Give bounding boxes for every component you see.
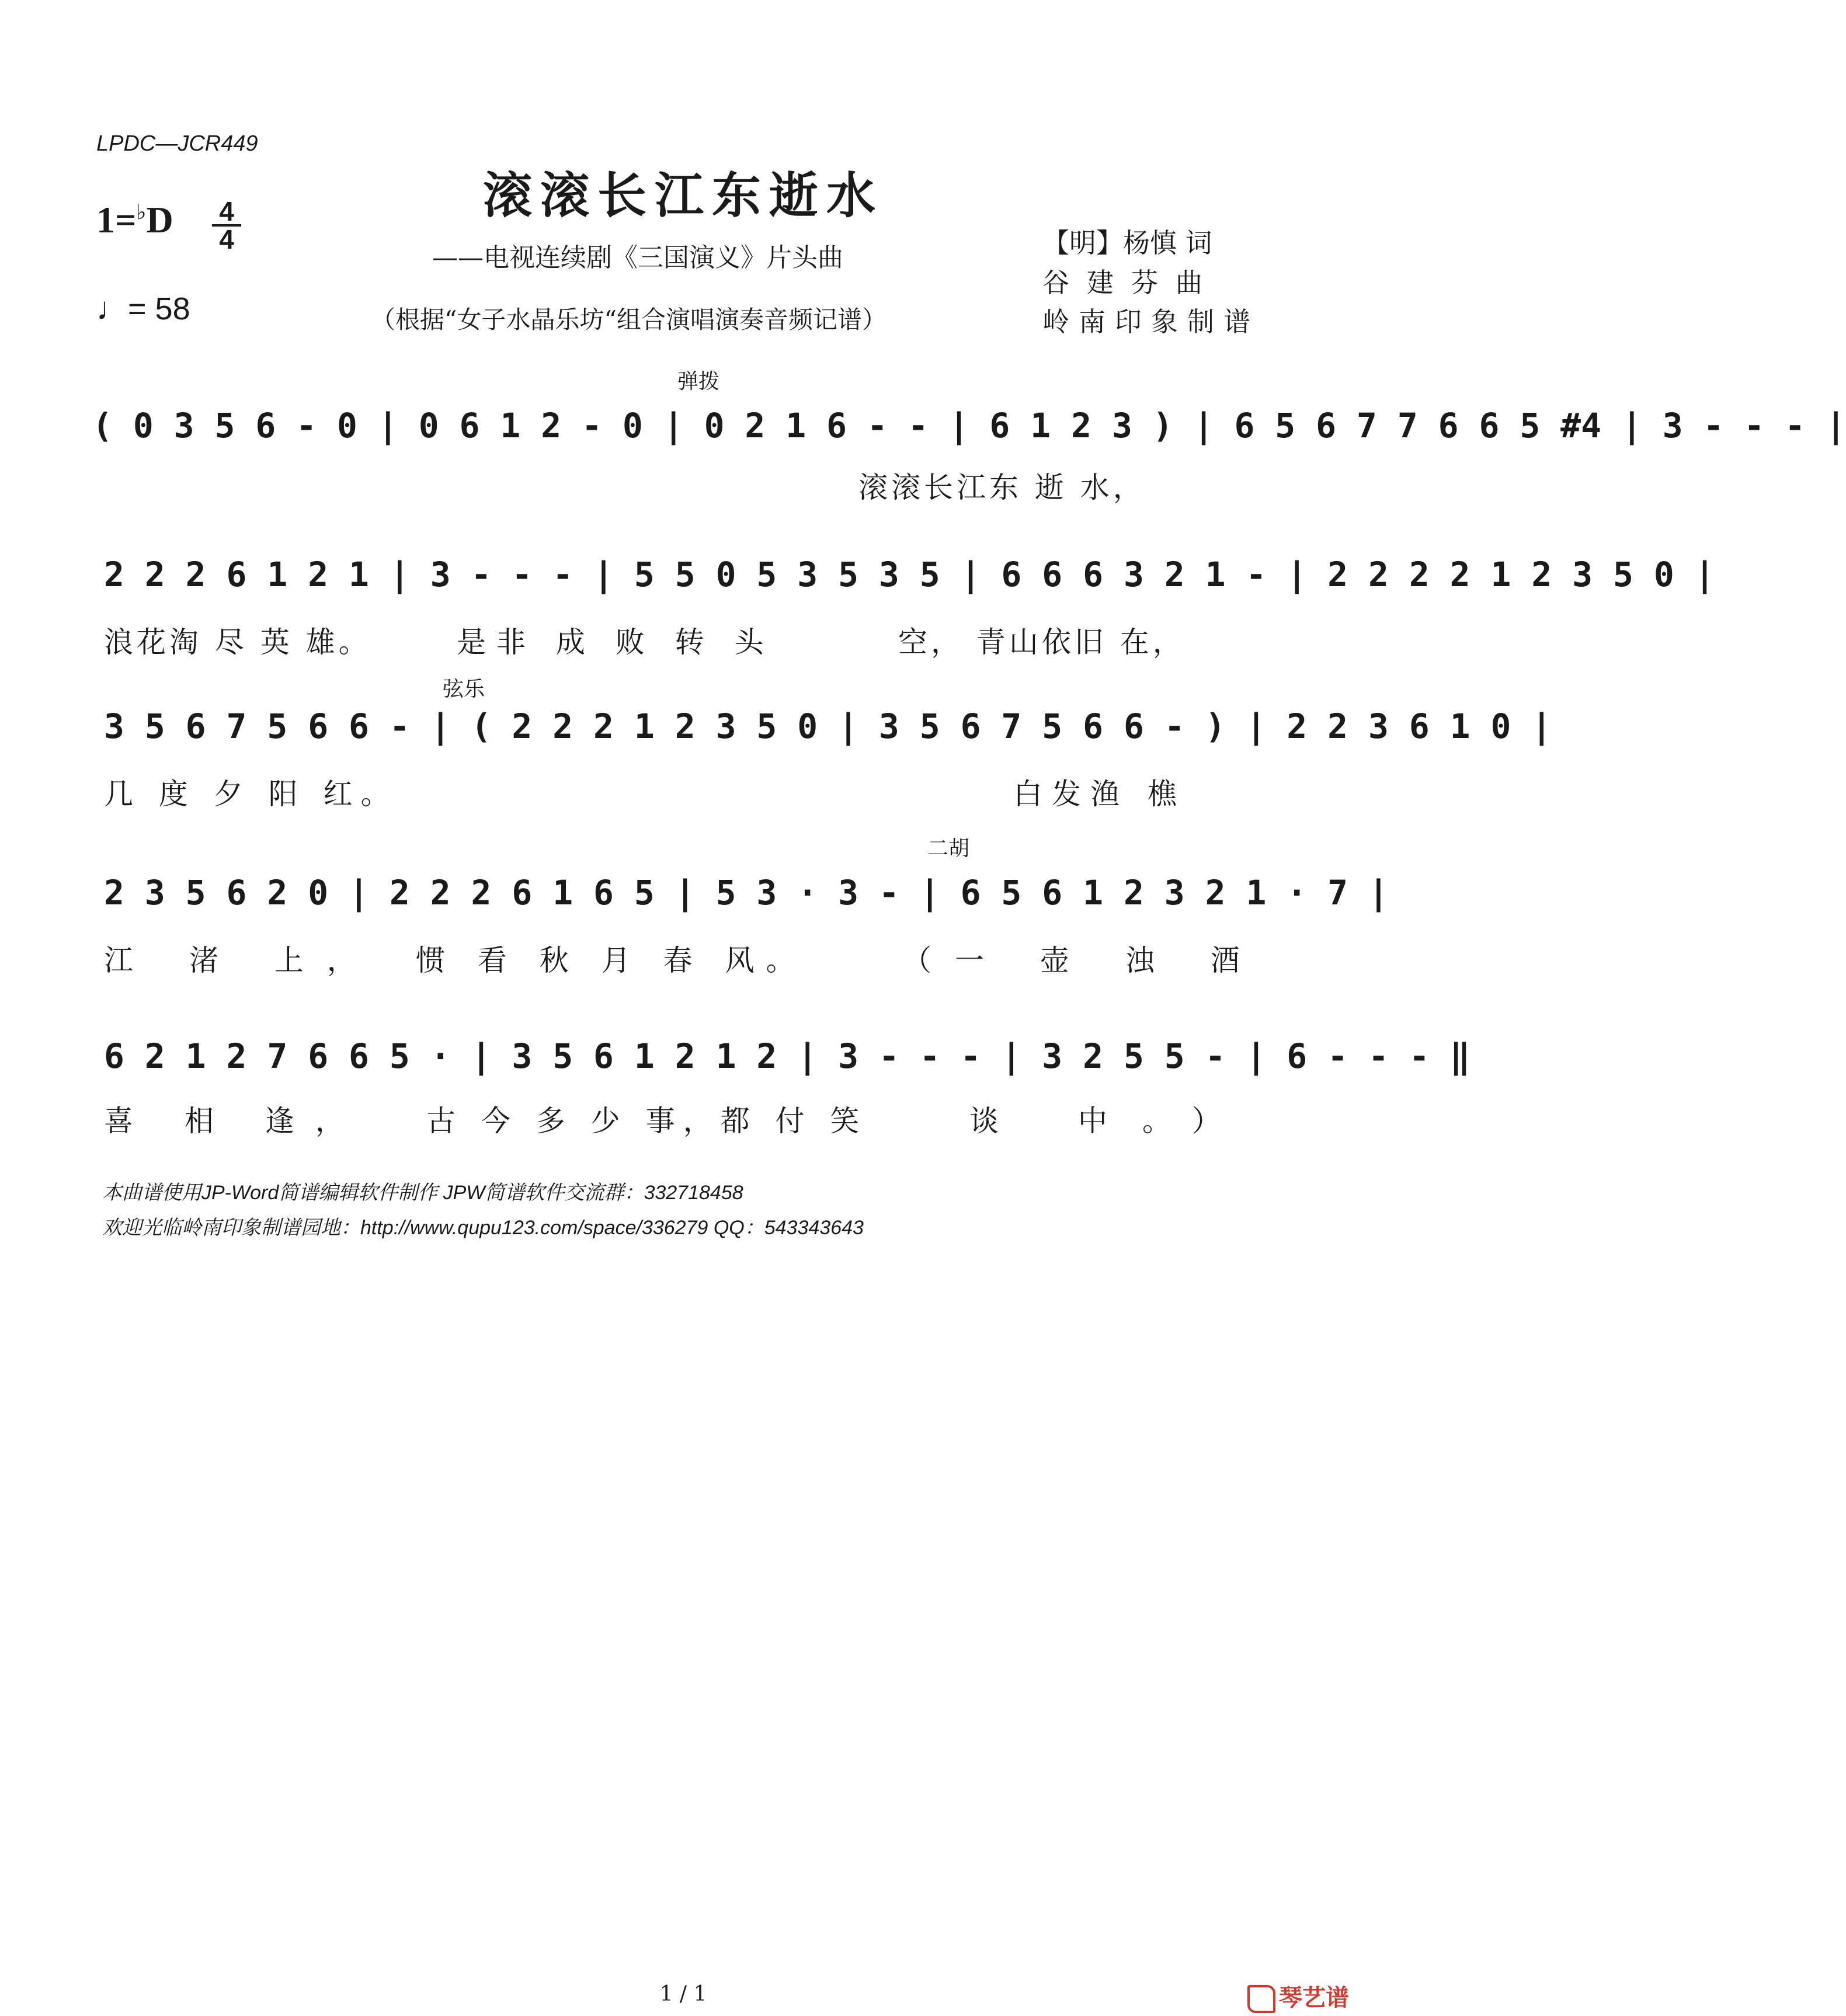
page-number: 1 / 1 [659, 1982, 707, 2006]
staff-row-2: 2 2 2 6 1 2 1 | 3 - - - | 5 5 0 5 3 5 3 5 | 6 6 6 3 2 1 - | 2 2 2 2 1 2 3 5 0 | [104, 555, 1715, 594]
lyricist-credit: 【明】杨慎 词 [1042, 227, 1212, 259]
composer-credit: 谷建芬曲 [1042, 267, 1220, 298]
footer-line-2: 欢迎光临岭南印象制谱园地：http://www.qupu123.com/space/336279 QQ：543343643 [102, 1217, 864, 1239]
score-code: LPDC—JCR449 [96, 131, 258, 156]
lyrics-row-2-left: 浪花淘 尽 英 雄。 [104, 625, 371, 659]
footer-line-1: 本曲谱使用JP-Word简谱编辑软件制作 JPW简谱软件交流群：332718458 [102, 1182, 743, 1204]
lyrics-row-3-right: 白发渔 樵 [1013, 777, 1186, 811]
lyrics-row-2-right: 空， 青山依旧 在， [898, 625, 1186, 659]
lyrics-row-3-left: 几 度 夕 阳 红。 [104, 777, 398, 811]
lyrics-row-2-mid: 是非 成 败 转 头 [457, 625, 774, 659]
page-title: 滚滚长江东逝水 [482, 166, 884, 224]
source-note: （根据“女子水晶乐坊“组合演唱演奏音频记谱） [371, 305, 887, 334]
staff-row-3: 3 5 6 7 5 6 6 - | ( 2 2 2 1 2 3 5 0 | 3 5 6 7 5 6 6 - ) | 2 2 3 6 1 0 | [104, 706, 1552, 746]
arranger-credit: 岭南印象制谱 [1042, 306, 1260, 337]
site-logo: 琴艺谱 [1247, 1979, 1349, 2013]
subtitle: ——电视连续剧《三国演义》片头曲 [432, 243, 843, 273]
staff-row-1: ( 0 3 5 6 - 0 | 0 6 1 2 - 0 | 0 2 1 6 - - | 6 1 2 3 ) | 6 5 6 7 7 6 6 5 #4 | 3 - - - | [92, 406, 1846, 445]
tempo-marking: ♩= 58 [96, 291, 190, 326]
lyrics-row-1: 滚滚长江东 逝 水， [858, 471, 1146, 504]
lyrics-row-5-left: 喜 相 逢， [104, 1104, 366, 1138]
lyrics-row-4-right: （一 壶 浊 酒 [902, 943, 1263, 977]
instrument-label-tanbo: 弹拨 [677, 370, 720, 394]
instrument-label-erhu: 二胡 [927, 837, 970, 861]
logo-icon [1247, 1985, 1275, 2013]
instrument-label-xianyue: 弦乐 [443, 677, 485, 701]
lyrics-row-5-mid: 古 今 多 少 事，都 付 笑 [426, 1104, 868, 1138]
lyrics-row-4-mid: 惯 看 秋 月 春 风。 [416, 943, 807, 977]
time-signature: 4 4 [212, 199, 241, 252]
lyrics-row-5-right: 谈 中。） [969, 1104, 1256, 1138]
key-signature: 1=♭D [96, 199, 173, 241]
lyrics-row-4-left: 江 渚 上， [104, 943, 380, 977]
staff-row-5: 6 2 1 2 7 6 6 5 · | 3 5 6 1 2 1 2 | 3 - - - | 3 2 5 5 - | 6 - - - ‖ [104, 1036, 1470, 1076]
staff-row-4: 2 3 5 6 2 0 | 2 2 2 6 1 6 5 | 5 3 · 3 - | 6 5 6 1 2 3 2 1 · 7 | [104, 873, 1389, 913]
